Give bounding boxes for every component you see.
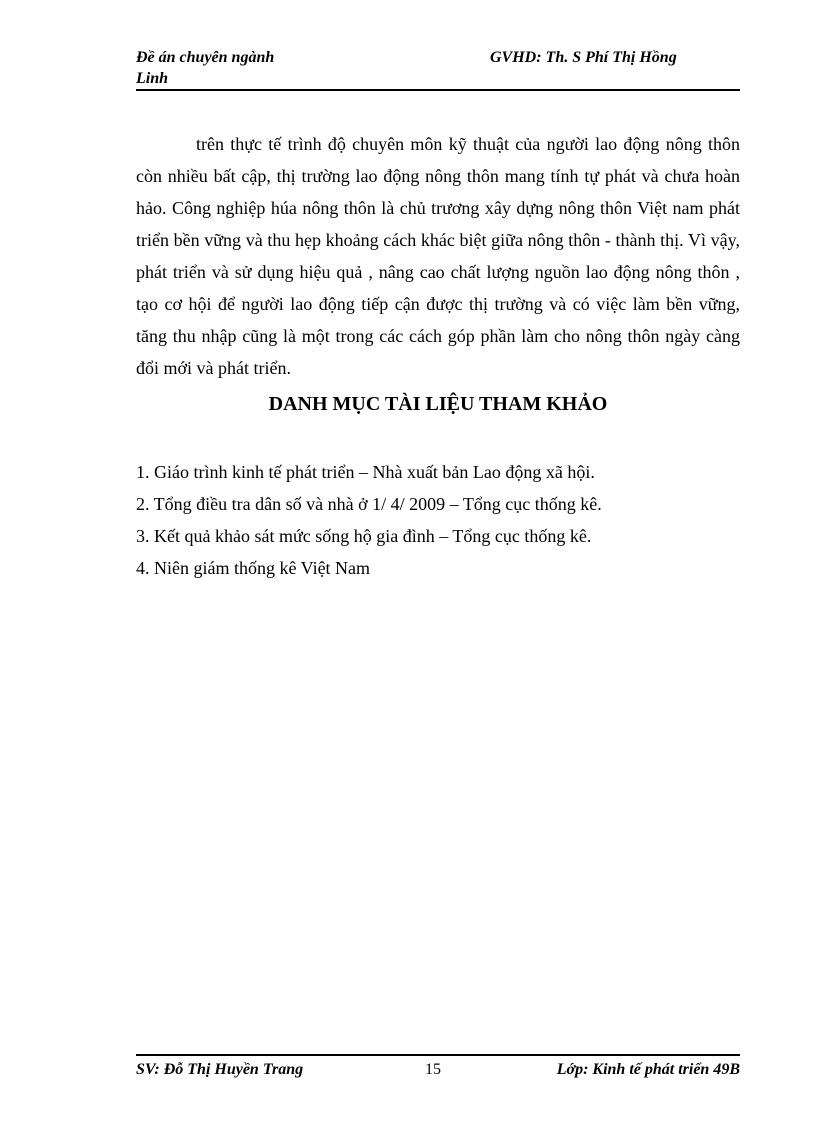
footer-class-name: Lớp: Kinh tế phát triển 49B xyxy=(556,1061,740,1078)
header-supervisor: GVHD: Th. S Phí Thị Hồng xyxy=(490,49,677,66)
references-list xyxy=(136,456,740,584)
header-course-title-line2: Linh xyxy=(136,70,169,87)
header-course-title xyxy=(136,47,366,89)
page-number: 15 xyxy=(425,1061,441,1078)
page-footer xyxy=(136,1054,740,1084)
footer-student-name: SV: Đỗ Thị Huyền Trang xyxy=(136,1061,304,1078)
reference-item: 1. Giáo trình kinh tế phát triển – Nhà xuất bản Lao động xã hội. xyxy=(136,462,595,482)
header-course-title-line1: Đề án chuyên ngành xyxy=(136,49,275,66)
page-header xyxy=(136,45,740,91)
body-paragraph: trên thực tế trình độ chuyên môn kỹ thuật của người lao động nông thôn còn nhiều bất cập, thị trường lao động nông thôn mang tính tự phát và chưa hoàn hảo. Công nghiệp húa nông thôn là chủ trương xây dựng nông thôn Việt nam phát triển bền vững và thu hẹp khoảng cách khác biệt giữa nông thôn - thành thị. Vì vậy, phát triển và sử dụng hiệu quả , nâng cao chất lượng nguồn lao động nông thôn , tạo cơ hội để người lao động tiếp cận được thị trường và có việc làm bền vững, tăng thu nhập cũng là một trong các cách góp phần làm cho nông thôn ngày càng đổi mới và phát triển. xyxy=(136,134,740,378)
references-title: DANH MỤC TÀI LIỆU THAM KHẢO xyxy=(268,393,608,415)
reference-item: 3. Kết quả khảo sát mức sống hộ gia đình – Tổng cục thống kê. xyxy=(136,526,592,546)
reference-item: 4. Niên giám thống kê Việt Nam xyxy=(136,558,371,578)
reference-item: 2. Tổng điều tra dân số và nhà ở 1/ 4/ 2009 – Tổng cục thống kê. xyxy=(136,494,602,514)
